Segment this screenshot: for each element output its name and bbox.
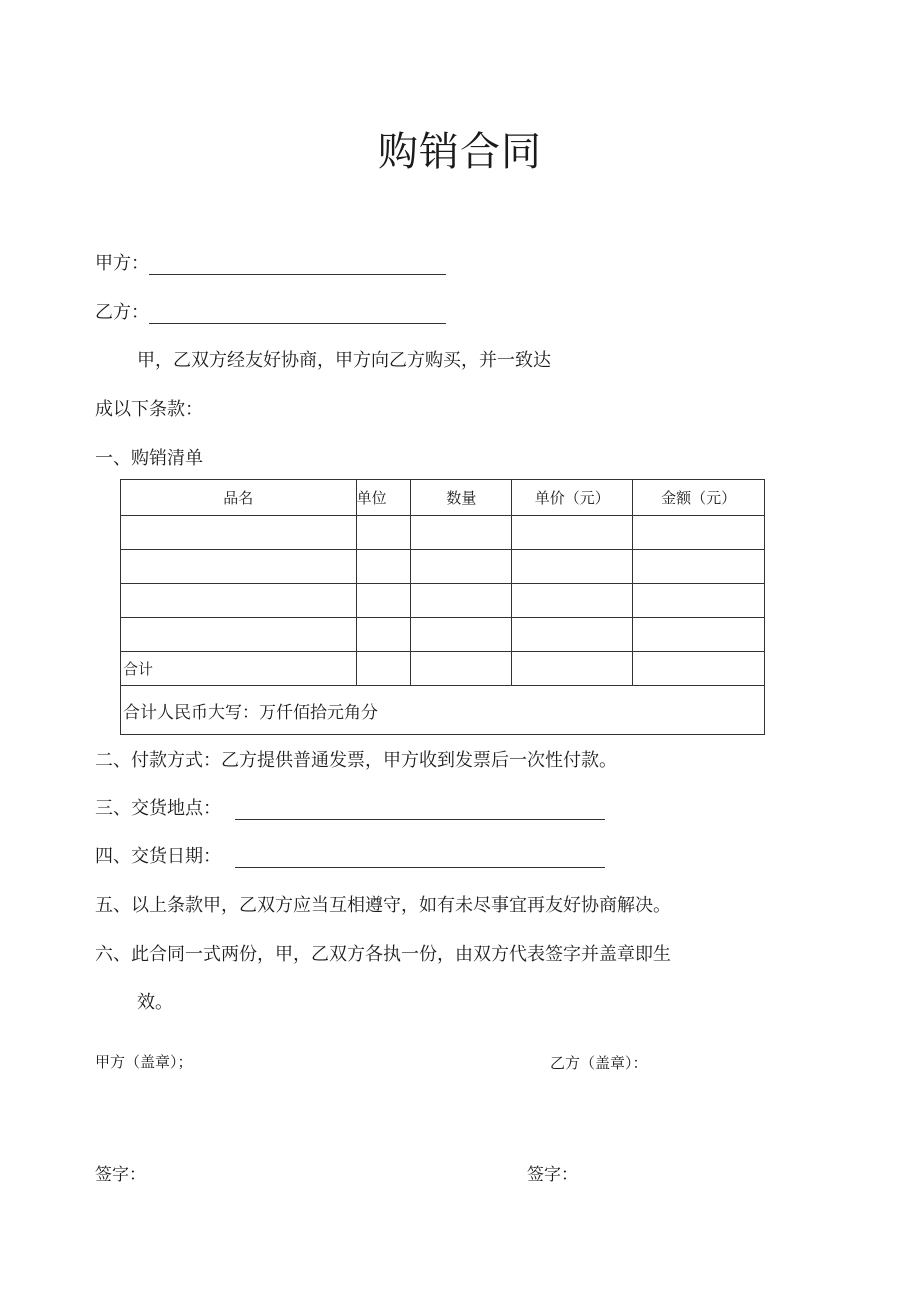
table-row <box>121 550 765 584</box>
table-cell[interactable] <box>512 652 633 686</box>
signature-party-a: 签字： <box>95 1165 146 1185</box>
signature-party-b: 签字： <box>527 1165 578 1185</box>
purchase-table <box>120 479 765 735</box>
table-row <box>121 516 765 550</box>
table-cell[interactable] <box>121 516 357 550</box>
contract-title: 购销合同 <box>378 129 542 175</box>
table-cell[interactable] <box>356 516 411 550</box>
table-cell[interactable] <box>411 550 512 584</box>
delivery-date-blank[interactable] <box>235 849 605 868</box>
section1-title: 一、购销清单 <box>95 448 203 469</box>
table-cell[interactable] <box>411 618 512 652</box>
col-header-name: 品名 <box>121 480 357 516</box>
party-b-line <box>95 298 446 324</box>
party-b-label: 乙方： <box>95 302 149 323</box>
clause-5: 五、以上条款甲，乙双方应当互相遵守，如有未尽事宜再友好协商解决。 <box>95 895 671 916</box>
table-cell[interactable] <box>512 550 633 584</box>
table-cell[interactable] <box>121 618 357 652</box>
rmb-total-row <box>121 686 765 735</box>
clause-6-line-2: 效。 <box>137 992 173 1013</box>
table-cell[interactable] <box>411 652 512 686</box>
seal-party-a: 甲方（盖章）； <box>95 1053 193 1071</box>
clause-4-line <box>95 842 605 868</box>
clause-3-line <box>95 794 605 820</box>
party-a-blank[interactable] <box>149 256 446 275</box>
table-cell[interactable] <box>633 652 765 686</box>
table-cell[interactable] <box>633 516 765 550</box>
col-header-qty: 数量 <box>411 480 512 516</box>
intro-line-1: 甲，乙双方经友好协商，甲方向乙方购买，并一致达 <box>137 350 551 371</box>
party-b-blank[interactable] <box>149 305 446 324</box>
table-cell[interactable] <box>633 618 765 652</box>
table-row <box>121 618 765 652</box>
table-header-row <box>121 480 765 516</box>
table-cell[interactable] <box>512 516 633 550</box>
total-label: 合计 <box>121 652 357 686</box>
table-cell[interactable] <box>121 550 357 584</box>
table-cell[interactable] <box>356 652 411 686</box>
table-cell[interactable] <box>411 516 512 550</box>
rmb-total-label: 合计人民币大写：万仟佰拾元角分 <box>121 686 765 735</box>
clause-2: 二、付款方式：乙方提供普通发票，甲方收到发票后一次性付款。 <box>95 750 617 771</box>
table-cell[interactable] <box>411 584 512 618</box>
table-cell[interactable] <box>633 584 765 618</box>
party-a-label: 甲方： <box>95 253 149 274</box>
col-header-amount: 金额（元） <box>633 480 765 516</box>
table-row <box>121 584 765 618</box>
table-cell[interactable] <box>512 584 633 618</box>
clause-4-label: 四、交货日期： <box>95 846 221 867</box>
table-cell[interactable] <box>512 618 633 652</box>
seal-party-b: 乙方（盖章）： <box>550 1054 648 1072</box>
clause-3-label: 三、交货地点： <box>95 798 221 819</box>
delivery-place-blank[interactable] <box>235 801 605 820</box>
col-header-price: 单价（元） <box>512 480 633 516</box>
intro-line-2: 成以下条款： <box>95 399 203 420</box>
total-row <box>121 652 765 686</box>
party-a-line <box>95 249 446 275</box>
table-cell[interactable] <box>356 584 411 618</box>
col-header-unit: 单位 <box>356 480 411 516</box>
table-cell[interactable] <box>356 618 411 652</box>
table-cell[interactable] <box>356 550 411 584</box>
clause-6-line-1: 六、此合同一式两份，甲，乙双方各执一份，由双方代表签字并盖章即生 <box>95 944 671 965</box>
table-cell[interactable] <box>633 550 765 584</box>
table-cell[interactable] <box>121 584 357 618</box>
